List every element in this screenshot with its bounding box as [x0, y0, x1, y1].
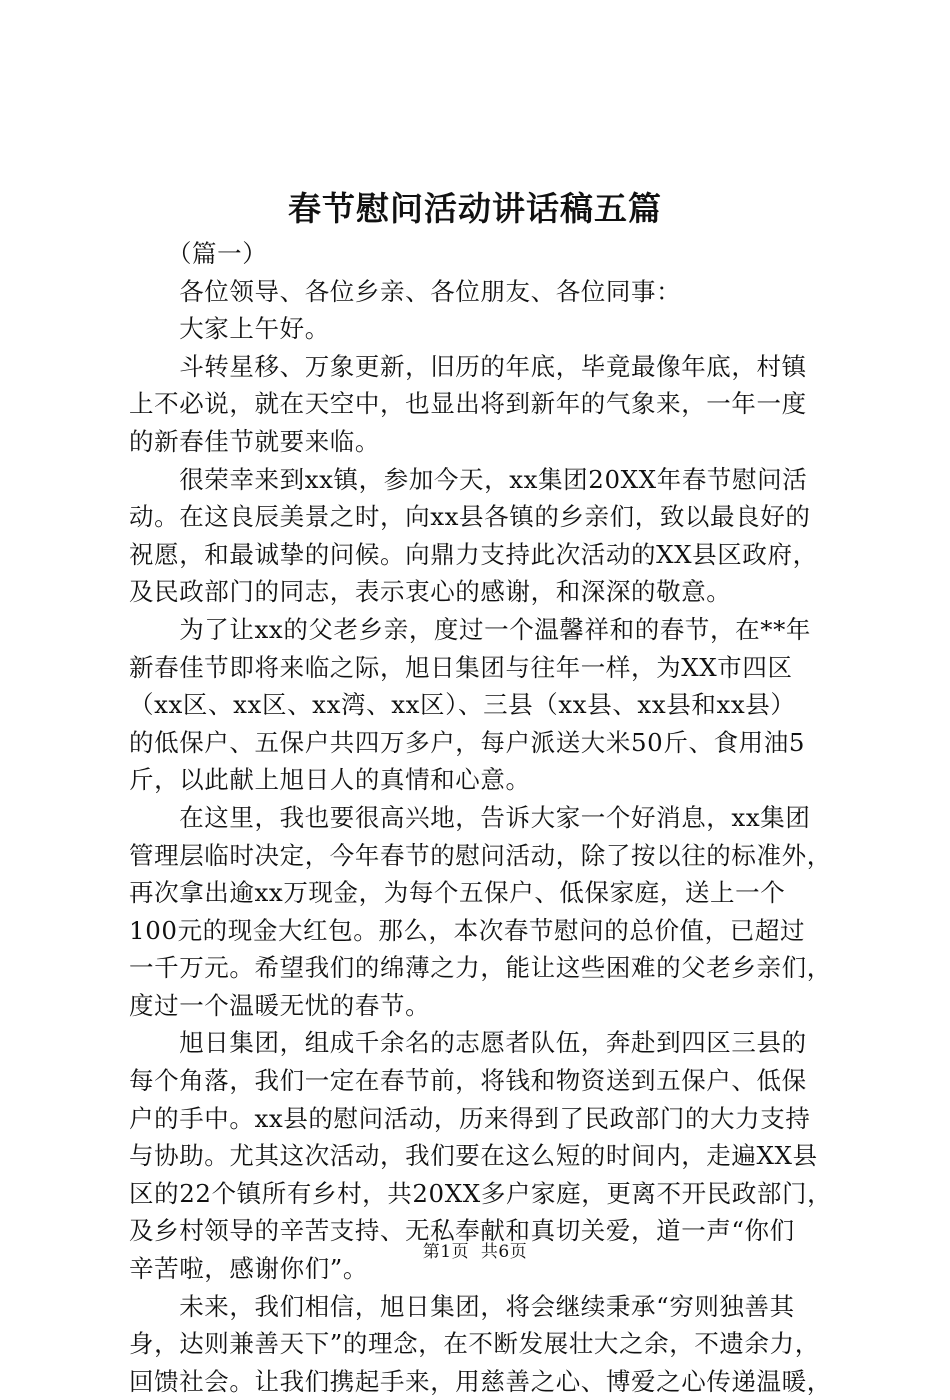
text-line: （xx区、xx区、xx湾、xx区）、三县（xx县、xx县和xx县） [129, 690, 796, 720]
text-line: 身，达则兼善天下”的理念，在不断发展壮大之余，不遗余力， [129, 1329, 820, 1359]
text-line: 度过一个温暖无忧的春节。 [129, 990, 431, 1020]
text-line: 祝愿，和最诚挚的问候。向鼎力支持此次活动的XX县区政府， [129, 539, 818, 569]
text-line: 户的手中。xx县的慰问活动，历来得到了民政部门的大力支持 [129, 1103, 811, 1133]
document-body [129, 235, 834, 1400]
page-number-label: 第1页 共6页 [422, 1242, 528, 1262]
text-line: 及民政部门的同志，表示衷心的感谢，和深深的敬意。 [129, 577, 732, 607]
page-footer [0, 1240, 950, 1264]
text-line: 一千万元。希望我们的绵薄之力，能让这些困难的父老乡亲们， [129, 953, 832, 983]
text-line: 区的22个镇所有乡村，共20XX多户家庭，更离不开民政部门， [129, 1178, 833, 1208]
text-line: 每个角落，我们一定在春节前，将钱和物资送到五保户、低保 [129, 1066, 807, 1096]
text-line: 及乡村领导的辛苦支持、无私奉献和真切关爱，道一声“你们 [129, 1216, 795, 1246]
text-line: 为了让xx的父老乡亲，度过一个温馨祥和的春节，在**年 [129, 614, 812, 644]
text-line: 动。在这良辰美景之时，向xx县各镇的乡亲们，致以最良好的 [129, 502, 811, 532]
text-line: 各位领导、各位乡亲、各位朋友、各位同事： [129, 276, 682, 306]
text-line: 旭日集团，组成千余名的志愿者队伍，奔赴到四区三县的 [129, 1028, 807, 1058]
text-line: 辛苦啦，感谢你们”。 [129, 1254, 369, 1284]
text-line: 管理层临时决定，今年春节的慰问活动，除了按以往的标准外， [129, 840, 832, 870]
text-line: 上不必说，就在天空中，也显出将到新年的气象来，一年一度 [129, 389, 807, 419]
text-line: 在这里，我也要很高兴地，告诉大家一个好消息，xx集团 [129, 802, 811, 832]
text-line: 回馈社会。让我们携起手来，用慈善之心、博爱之心传递温暖， [129, 1366, 832, 1396]
text-line: 的低保户、五保户共四万多户，每户派送大米50斤、食用油5 [129, 727, 806, 757]
text-line: 斗转星移、万象更新，旧历的年底，毕竟最像年底，村镇 [129, 351, 807, 381]
text-line: 新春佳节即将来临之际，旭日集团与往年一样，为XX市四区 [129, 652, 793, 682]
text-line: 的新春佳节就要来临。 [129, 426, 380, 456]
text-line: 未来，我们相信，旭日集团，将会继续秉承“穷则独善其 [129, 1291, 795, 1321]
text-line: 与协助。尤其这次活动，我们要在这么短的时间内，走遍XX县 [129, 1141, 818, 1171]
text-line: 斤，以此献上旭日人的真情和心意。 [129, 765, 531, 795]
text-line: 很荣幸来到xx镇，参加今天，xx集团20XX年春节慰问活 [129, 464, 808, 494]
text-line: （篇一） [129, 239, 268, 268]
document-title: 春节慰问活动讲话稿五篇 [288, 189, 662, 228]
text-line: 大家上午好。 [129, 314, 330, 344]
text-line: 再次拿出逾xx万现金，为每个五保户、低保家庭，送上一个 [129, 878, 786, 908]
text-line: 100元的现金大红包。那么，本次春节慰问的总价值，已超过 [129, 915, 806, 945]
